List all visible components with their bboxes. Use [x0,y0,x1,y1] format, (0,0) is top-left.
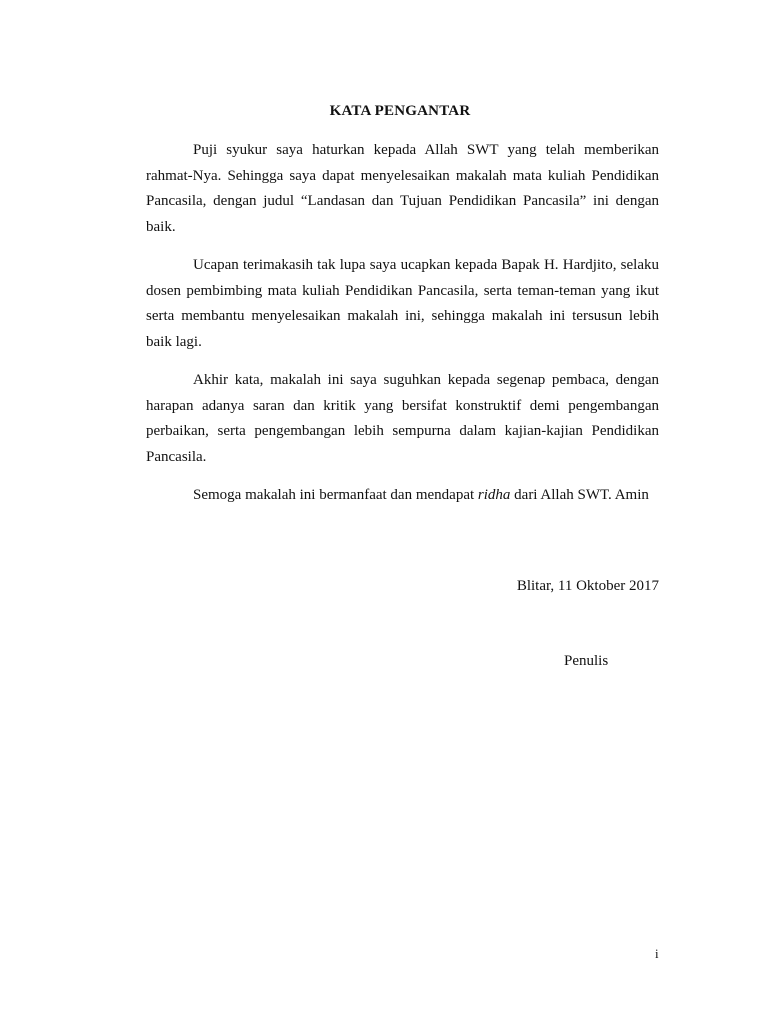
paragraph-acknowledgement: Ucapan terimakasih tak lupa saya ucapkan kepada Bapak H. Hardjito, selaku dosen pembimbing mata kuliah Pendidikan Pancasila, serta teman-teman yang ikut serta membantu menyelesaikan makalah ini, sehingga makalah ini tersusun lebih baik lagi. [146,257,659,350]
final-wish-emphasis: ridha [477,487,511,503]
author-signature: Penulis [564,653,609,669]
document-body [146,138,659,522]
paragraph-final-wish [146,483,659,509]
paragraph-closing-remarks: Akhir kata, makalah ini saya suguhkan kepada segenap pembaca, dengan harapan adanya saran dan kritik yang bersifat konstruktif demi pengembangan perbaikan, serta pengembangan lebih sempurna dalam kajian-kajian Pendidikan Pancasila. [146,372,659,465]
page-title: KATA PENGANTAR [329,103,471,119]
date-line: Blitar, 11 Oktober 2017 [516,578,659,594]
final-wish-text-end: dari Allah SWT. Amin [510,487,649,503]
paragraph-gratitude: Puji syukur saya haturkan kepada Allah SWT yang telah memberikan rahmat-Nya. Sehingga saya dapat menyelesaikan makalah mata kuliah Pendidikan Pancasila, dengan judul “Landasan dan Tujuan Pendidikan Pancasila” ini dengan baik. [146,142,659,235]
page-number: i [655,946,659,961]
final-wish-text-start: Semoga makalah ini bermanfaat dan mendapat [193,487,478,503]
